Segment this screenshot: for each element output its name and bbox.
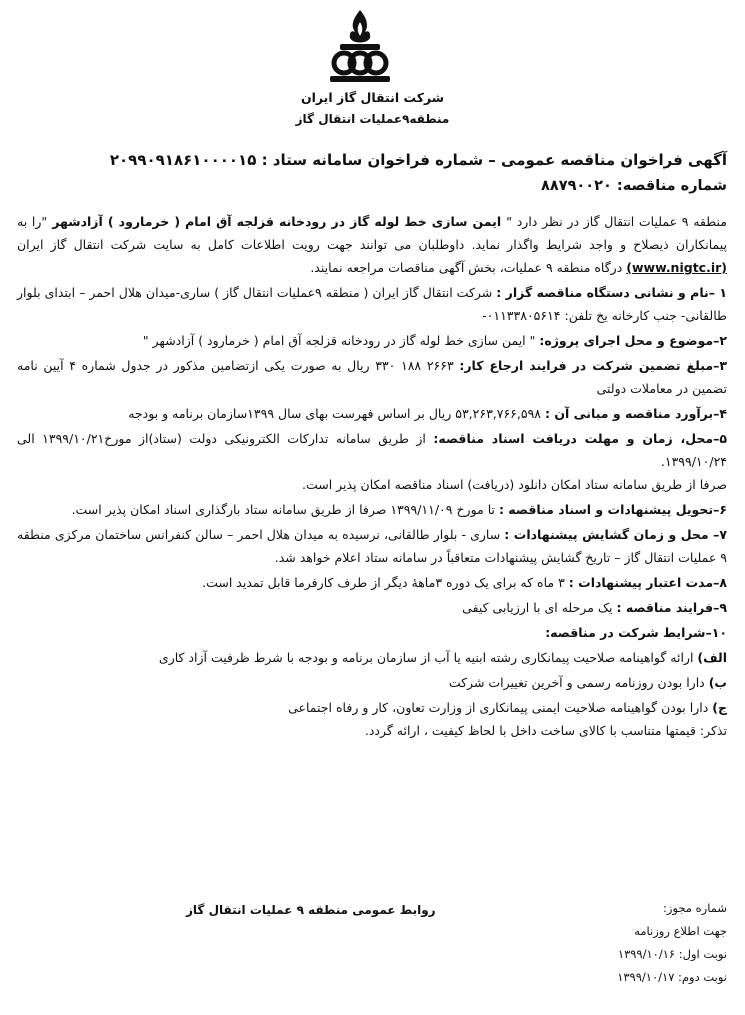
section-8 [17, 571, 727, 594]
section-text: ۳ ماه که برای یک دوره ۳ماهۀ دیگر از طرف کارفرما قابل تمدید است. [202, 575, 569, 590]
section-6 [17, 498, 727, 521]
section-4 [17, 402, 727, 425]
section-5 [17, 427, 727, 473]
quality-note: تذکر: قیمتها متناسب با کالای ساخت داخل با لحاظ کیفیت ، ارائه گردد. [364, 723, 727, 738]
condition-item [17, 671, 727, 694]
second-run-date: نوبت دوم: ۱۳۹۹/۱۰/۱۷ [617, 970, 727, 984]
company-name: شرکت انتقال گاز ایران [300, 90, 445, 105]
intro-paragraph [17, 210, 727, 279]
public-relations-signature: روابط عمومی منطقه ۹ عملیات انتقال گاز [186, 903, 436, 917]
section-heading: ۱ –نام و نشانی دستگاه مناقصه گزار : [496, 285, 727, 300]
intro-project: ایمن سازی خط لوله گاز در رودخانه قزلجه آق امام ( خرمارود ) آزادشهر [47, 214, 507, 229]
section-2 [17, 329, 727, 352]
region-name: منطقه۹عملیات انتقال گاز [295, 112, 450, 126]
newspaper-label: جهت اطلاع روزنامه [634, 924, 727, 938]
section-text: یک مرحله ای با ارزیابی کیفی [462, 600, 617, 615]
condition-text: دارا بودن روزنامه رسمی و آخرین تغییرات شرکت [448, 675, 709, 690]
section-9 [17, 596, 727, 619]
section-heading: ۸–مدت اعتبار پیشنهادات : [568, 575, 727, 590]
notice-title: آگهی فراخوان مناقصه عمومی – شماره فراخوان سامانه ستاد : ۲۰۹۹۰۹۱۸۶۱۰۰۰۰۱۵ [109, 151, 727, 169]
permit-label: شماره مجوز: [663, 901, 727, 915]
section-10 [17, 621, 727, 644]
section-text: ۵۳,۲۶۳,۷۶۶,۵۹۸ ریال بر اساس فهرست بهای سال ۱۳۹۹سازمان برنامه و بودجه [128, 406, 545, 421]
condition-text: ارائه گواهینامه صلاحیت پیمانکاری رشته ابنیه یا آب از سازمان برنامه و بودجه با شرط ظرفیت آزاد کاری [158, 650, 698, 665]
section-5-extra: صرفا از طریق سامانه ستاد امکان دانلود (دریافت) اسناد مناقصه امکان پذیر است. [301, 477, 727, 492]
condition-item [17, 696, 727, 719]
intro-text-1: منطقه ۹ عملیات انتقال گاز در نظر دارد " [506, 214, 727, 229]
first-run-date: نوبت اول: ۱۳۹۹/۱۰/۱۶ [617, 947, 727, 961]
publication-info [547, 897, 727, 989]
section-text: شرکت انتقال گاز ایران ( منطقه ۹عملیات انتقال گاز ) ساری-میدان هلال احمر – ابتدای بلوار طالقانی- جنب کارخانه یخ تلفن: ۰۱۱۳۳۸۰۵۶۱۴- [17, 285, 727, 323]
condition-label: الف) [697, 650, 727, 665]
condition-label: ب) [708, 675, 727, 690]
section-7 [17, 523, 727, 569]
condition-text: دارا بودن گواهینامه صلاحیت ایمنی پیمانکاری از وزارت تعاون، کار و رفاه اجتماعی [288, 700, 713, 715]
intro-text-3: درگاه منطقه ۹ عملیات، بخش آگهی مناقصات مراجعه نمایند. [310, 260, 627, 275]
section-heading: ۹–فرایند مناقصه : [616, 600, 727, 615]
section-heading: ۵–محل، زمان و مهلت دریافت اسناد مناقصه: [433, 431, 727, 446]
section-text: تا مورخ ۱۳۹۹/۱۱/۰۹ صرفا از طریق سامانه ستاد بارگذاری اسناد امکان پذیر است. [71, 502, 499, 517]
section-text: ساری - بلوار طالقانی، نرسیده به میدان هلال احمر – سالن کنفرانس ساختمان مرکزی منطقه ۹ عملیات انتقال گاز – تاریخ گشایش پیشنهادات متعاقباً در سامانه ستاد اعلام خواهد شد. [17, 527, 727, 565]
tender-number: شماره مناقصه: ۸۸۷۹۰۰۲۰ [541, 178, 727, 194]
section-text: ۲۶۶۳ ۱۸۸ ۳۳۰ ریال به صورت یکی ازتضامین مذکور در جدول شماره ۴ آیین نامه تضمین در معاملات دولتی [17, 358, 727, 396]
condition-label: ج) [712, 700, 727, 715]
section-text: " ایمن سازی خط لوله گاز در رودخانه قزلجه آق امام ( خرمارود ) آزادشهر " [142, 333, 540, 348]
section-3 [17, 354, 727, 400]
section-heading: ۳–مبلغ تضمین شرکت در فرایند ارجاع کار: [459, 358, 727, 373]
gas-company-logo-icon [322, 8, 398, 88]
section-heading: ۴–برآورد مناقصه و مبانی آن : [545, 406, 727, 421]
section-heading: ۱۰–شرایط شرکت در مناقصه: [545, 625, 727, 640]
website-link[interactable]: (www.nigtc.ir) [626, 260, 727, 275]
section-heading: ۲–موضوع و محل اجرای پروژه: [539, 333, 727, 348]
intro-text-2: "را به پیمانکاران ذیصلاح و واجد شرایط واگذار نماید. داوطلبان می توانند جهت رویت اطلاعات کامل به سایت شرکت انتقال گاز ایران [17, 214, 727, 252]
condition-item [17, 646, 727, 669]
section-text: از طریق سامانه تدارکات الکترونیکی دولت (ستاد)از مورخ۱۳۹۹/۱۰/۲۱ الی ۱۳۹۹/۱۰/۲۴. [17, 431, 727, 469]
notice-body [17, 210, 727, 742]
section-heading: ۷– محل و زمان گشایش پیشنهادات : [504, 527, 728, 542]
section-heading: ۶–تحویل پیشنهادات و اسناد مناقصه : [498, 502, 727, 517]
section-1 [17, 281, 727, 327]
